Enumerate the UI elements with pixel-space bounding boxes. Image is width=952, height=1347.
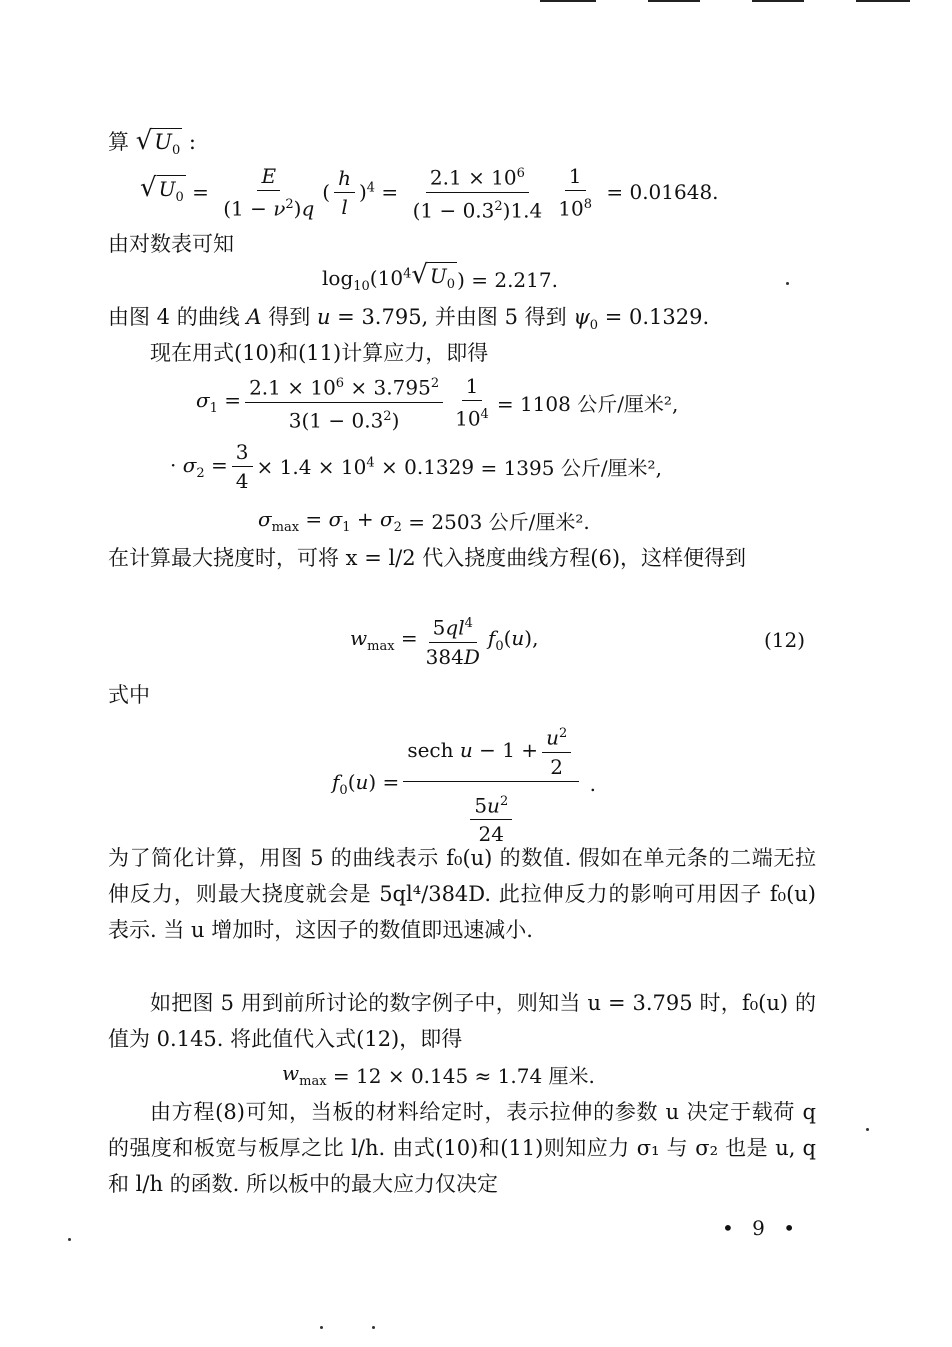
equation-sqrt-u0: √ $U_0$ = $\frac{E}{(1 - \nu^2)q}$ ( $\frac{h}{l}$ )$^4$ = $\frac{2.1 \times 10^6}{(1 - 0.3^2)1.4}$ $\frac{1}{10^8}$ = 0.01648. <box>140 163 719 223</box>
where-label: 式中 <box>108 683 150 707</box>
simplification-paragraph: 为了简化计算，用图 5 的曲线表示 f₀(u) 的数值. 假如在单元条的二端无拉伸反力，则最大挠度就会是 5ql⁴/384D. 此拉伸反力的影响可用因子 f₀(u) 表示. 当 u 增加时，这因子的数值即迅速减小. <box>108 846 816 942</box>
intro-text: 算 <box>108 130 129 154</box>
page-number: • 9 • <box>722 1216 802 1240</box>
speck <box>866 1128 869 1131</box>
speck <box>320 1326 323 1329</box>
figure-read-line: 由图 4 的曲线 A 得到 u = 3.795, 并由图 5 得到 $\psi_0 = 0.1329$. <box>108 305 710 334</box>
example-paragraph: 如把图 5 用到前所讨论的数字例子中，则知当 u = 3.795 时，f₀(u) 的值为 0.145. 将此值代入式(12)，即得 <box>108 991 816 1051</box>
header-rule <box>648 0 700 2</box>
conclusion-paragraph: 由方程(8)可知，当板的材料给定时，表示拉伸的参数 u 决定于载荷 q 的强度和板宽与板厚之比 l/h. 由式(10)和(11)则知应力 σ₁ 与 σ₂ 也是 u, q 和 l/h 的函数. 所以板中的最大应力仅决定 <box>108 1100 816 1196</box>
equation-sigma2: · $\sigma_2$ = $\frac{3}{4}$ × $1.4 \times 10^4 \times 0.1329$ = 1395 公斤/厘米², <box>170 440 662 493</box>
equation-sigma-max: $\sigma_{max} = \sigma_1 + \sigma_2$ = 2503 公斤/厘米². <box>258 506 590 535</box>
equation-f0: $f_0(u)$ = sech u − 1 + $\frac{u^2}{2}$ $\frac{5u^2}{24}$ . <box>332 722 596 846</box>
sigma2-value: = 1395 公斤/厘米², <box>480 456 662 480</box>
header-rule <box>856 0 910 2</box>
sqrt-u0-symbol: √ $U_0$ <box>136 128 183 163</box>
speck <box>68 1238 71 1241</box>
sigma1-value: = 1108 公斤/厘米², <box>496 391 679 416</box>
equation-sigma1: $\sigma_1$ = $\frac{2.1 \times 10^6 \times 3.795^2}{3(1 - 0.3^2)}$ $\frac{1}{10^4}$ = 1108 公斤/厘米², <box>196 373 679 433</box>
intro-line: 算 √ $U_0$ : <box>108 125 816 163</box>
fig4-text-b: 得到 <box>268 305 311 329</box>
equation-12: $w_{max}$ = $\frac{5ql^4}{384D}$ $f_0(u)$, <box>350 612 538 669</box>
stress-intro: 现在用式(10)和(11)计算应力，即得 <box>150 341 489 365</box>
equation-number-12: (12) <box>764 628 806 652</box>
speck <box>372 1326 375 1329</box>
fig4-text-c: = 3.795, 并由图 5 得到 <box>337 305 567 329</box>
equation-wmax-result: $w_{max}$ = 12 × 0.145 ≈ 1.74 厘米. <box>282 1060 595 1089</box>
log-table-line: 由对数表可知 <box>108 232 234 256</box>
deflection-paragraph: 在计算最大挠度时，可将 x = l/2 代入挠度曲线方程(6)，这样便得到 <box>108 546 747 570</box>
fig4-text-d: = 0.1329. <box>604 305 710 329</box>
equation-log: $\log_{10}(10^4$ √ $U_0$ ) = 2.217. <box>322 262 558 297</box>
speck <box>786 282 789 285</box>
sigma-max-value: = 2503 公斤/厘米². <box>408 510 590 534</box>
wmax-result-value: = 12 × 0.145 ≈ 1.74 厘米. <box>332 1064 595 1088</box>
fig4-text-a: 由图 4 的曲线 <box>108 305 240 329</box>
header-rule <box>540 0 596 2</box>
header-rule <box>752 0 804 2</box>
